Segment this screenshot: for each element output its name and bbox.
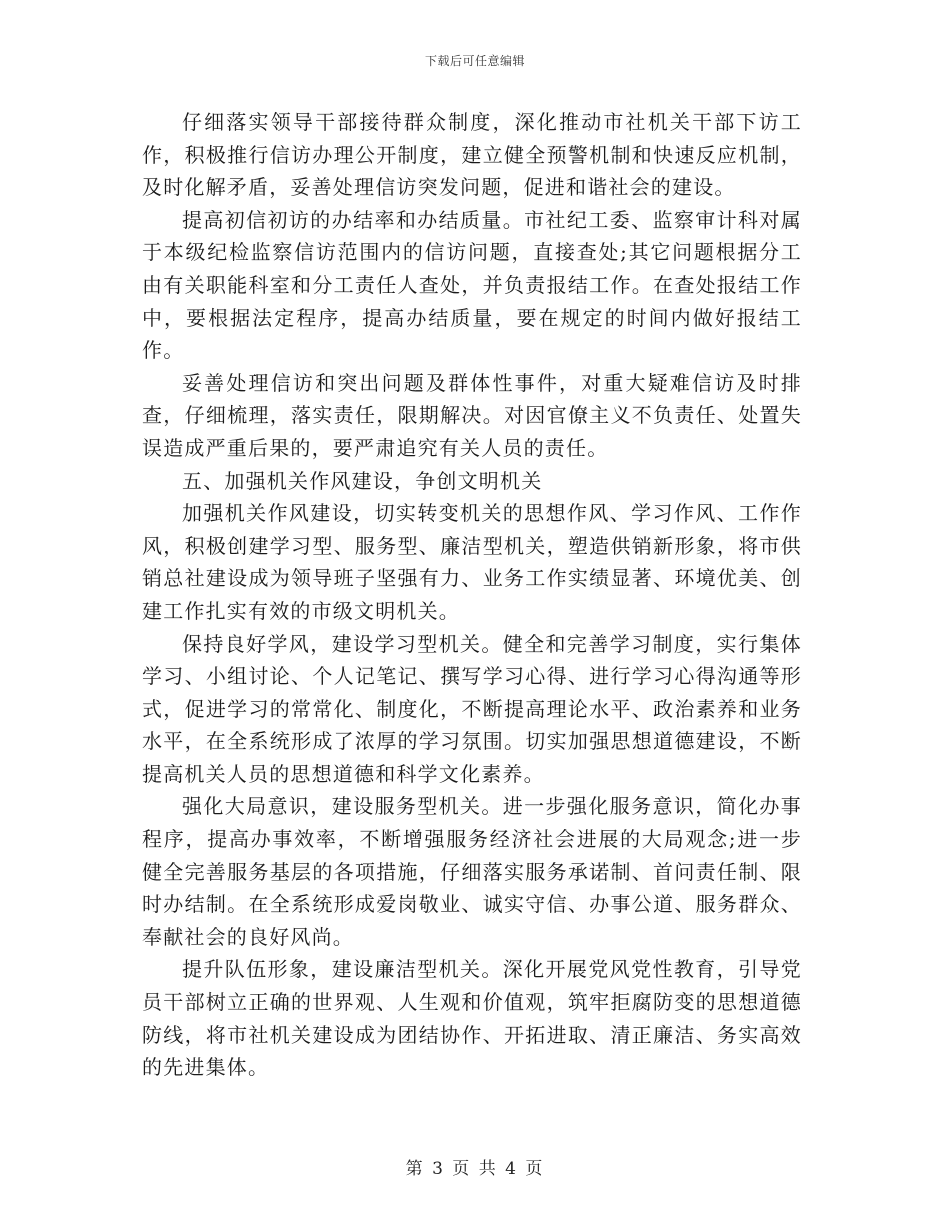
paragraph-5: 保持良好学风，建设学习型机关。健全和完善学习制度，实行集体学习、小组讨论、个人记笔记、撰写学习心得、进行学习心得沟通等形式，促进学习的常常化、制度化，不断提高理论水平、政治素养和业务水平，在全系统形成了浓厚的学习氛围。切实加强思想道德建设，不断提高机关人员的思想道德和科学文化素养。 <box>142 631 802 786</box>
page-header: 下载后可任意编辑 <box>424 54 525 68</box>
paragraph-2: 提高初信初访的办结率和办结质量。市社纪工委、监察审计科对属于本级纪检监察信访范围内的信访问题，直接查处;其它问题根据分工由有关职能科室和分工责任人查处，并负责报结工作。在查处报结工作中，要根据法定程序，提高办结质量，要在规定的时间内做好报结工作。 <box>142 207 802 363</box>
paragraph-7: 提升队伍形象，建设廉洁型机关。深化开展党风党性教育，引导党员干部树立正确的世界观、人生观和价值观，筑牢拒腐防变的思想道德防线，将市社机关建设成为团结协作、开拓进取、清正廉洁、务实高效的先进集体。 <box>142 957 802 1080</box>
paragraph-3: 妥善处理信访和突出问题及群体性事件，对重大疑难信访及时排查，仔细梳理，落实责任，限期解决。对因官僚主义不负责任、处置失误造成严重后果的，要严肃追究有关人员的责任。 <box>142 370 802 460</box>
document-body <box>142 106 802 1084</box>
page-footer: 第 3 页 共 4 页 <box>405 1159 545 1179</box>
paragraph-4: 加强机关作风建设，切实转变机关的思想作风、学习作风、工作作风，积极创建学习型、服务型、廉洁型机关，塑造供销新形象，将市供销总社建设成为领导班子坚强有力、业务工作实绩显著、环境优美、创建工作扎实有效的市级文明机关。 <box>142 501 802 623</box>
section-heading: 五、加强机关作风建设，争创文明机关 <box>182 468 543 493</box>
paragraph-1: 仔细落实领导干部接待群众制度，深化推动市社机关干部下访工作，积极推行信访办理公开制度，建立健全预警机制和快速反应机制，及时化解矛盾，妥善处理信访突发问题，促进和谐社会的建设。 <box>142 110 802 200</box>
paragraph-6: 强化大局意识，建设服务型机关。进一步强化服务意识，简化办事程序，提高办事效率，不断增强服务经济社会进展的大局观念;进一步健全完善服务基层的各项措施，仔细落实服务承诺制、首问责任制、限时办结制。在全系统形成爱岗敬业、诚实守信、办事公道、服务群众、奉献社会的良好风尚。 <box>142 794 802 949</box>
